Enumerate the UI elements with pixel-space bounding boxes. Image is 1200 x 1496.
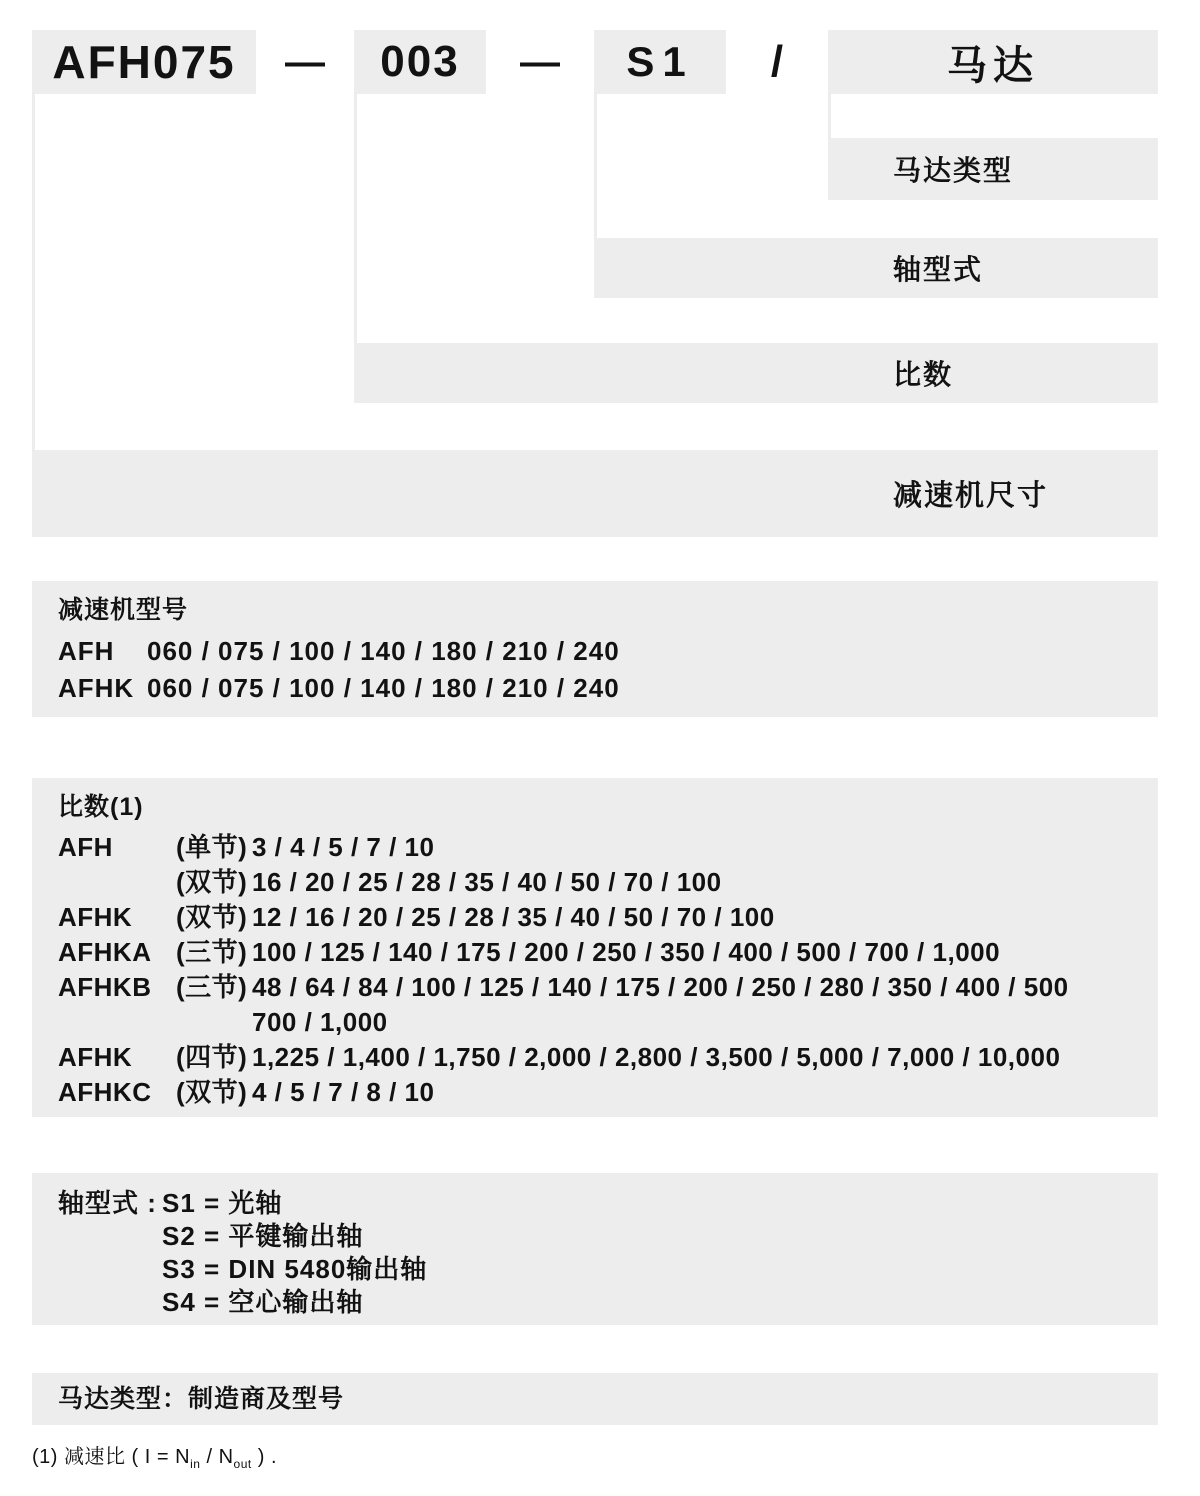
shaft-option: S2 = 平键输出轴 — [162, 1221, 364, 1251]
model-name: AFHK — [58, 902, 133, 932]
label-bar-motor-type — [828, 138, 1158, 200]
ratio-values: 16 / 20 / 25 / 28 / 35 / 40 / 50 / 70 / 100 — [252, 867, 722, 897]
table-row — [58, 1253, 1138, 1286]
footnote-subscript-in: in — [190, 1457, 201, 1471]
table-row — [58, 1286, 1138, 1319]
model-name: AFH — [58, 832, 113, 862]
connector-line-motor-type — [828, 94, 831, 138]
code-separator-dash-2: — — [520, 39, 560, 84]
stage-label: (单节) — [176, 832, 248, 862]
stage-label: (双节) — [176, 902, 248, 932]
label-bar-motor-type-text: 马达类型 — [893, 155, 1014, 186]
footnote — [32, 1440, 277, 1471]
shaft-option: S4 = 空心输出轴 — [162, 1287, 364, 1317]
label-bar-gearbox-size-text: 减速机尺寸 — [893, 480, 1049, 512]
stage-label: (双节) — [176, 1077, 248, 1107]
code-segment-gearbox-size: AFH075 — [32, 30, 256, 94]
ratio-values: 12 / 16 / 20 / 25 / 28 / 35 / 40 / 50 / 70 / 100 — [252, 902, 775, 932]
ratio-values: 4 / 5 / 7 / 8 / 10 — [252, 1077, 435, 1107]
table-row — [58, 970, 1138, 1040]
label-bar-gearbox-size — [32, 450, 1158, 537]
motor-type-block — [32, 1373, 1158, 1425]
table-row — [58, 670, 1138, 707]
model-name: AFHKB — [58, 972, 152, 1002]
model-name: AFHK — [58, 1042, 133, 1072]
model-sizes: 060 / 075 / 100 / 140 / 180 / 210 / 240 — [147, 673, 620, 703]
code-segment-ratio: 003 — [354, 30, 486, 94]
shaft-option: S1 = 光轴 — [162, 1188, 283, 1218]
label-bar-ratio — [354, 343, 1158, 403]
code-segment-shaft-type: S1 — [594, 30, 726, 94]
footnote-subscript-out: out — [233, 1457, 252, 1471]
connector-line-gearbox-size — [32, 94, 35, 450]
stage-label: (四节) — [176, 1042, 248, 1072]
table-row — [58, 1040, 1138, 1075]
shaft-option: S3 = DIN 5480输出轴 — [162, 1254, 428, 1284]
motor-type-block-title: 马达类型：制造商及型号 — [58, 1385, 345, 1413]
model-name: AFHKC — [58, 1077, 152, 1107]
ratio-values: 1,225 / 1,400 / 1,750 / 2,000 / 2,800 / 3,500 / 5,000 / 7,000 / 10,000 — [252, 1042, 1061, 1072]
footnote-text: (1) 减速比 ( I = N — [32, 1446, 191, 1468]
code-separator-dash-1: — — [285, 39, 325, 84]
shaft-type-block — [32, 1173, 1158, 1325]
ratio-values: 100 / 125 / 140 / 175 / 200 / 250 / 350 / 400 / 500 / 700 / 1,000 — [252, 937, 1001, 967]
code-separator-slash: / — [770, 37, 784, 86]
stage-label: (三节) — [176, 972, 248, 1002]
model-name: AFHK — [58, 673, 135, 703]
code-segment-motor: 马达 — [828, 30, 1158, 94]
footnote-text: / N — [200, 1446, 234, 1468]
label-bar-shaft-type-text: 轴型式 — [893, 254, 984, 285]
stage-label: (三节) — [176, 937, 248, 967]
table-row — [58, 830, 1138, 865]
gearbox-model-block — [32, 581, 1158, 717]
table-row — [58, 935, 1138, 970]
ratio-values: 3 / 4 / 5 / 7 / 10 — [252, 832, 435, 862]
ratio-block — [32, 778, 1158, 1117]
ratio-values: 48 / 64 / 84 / 100 / 125 / 140 / 175 / 200 / 250 / 280 / 350 / 400 / 500 — [252, 972, 1069, 1002]
footnote-text: ) . — [251, 1446, 278, 1468]
table-row — [58, 1187, 1138, 1220]
model-sizes: 060 / 075 / 100 / 140 / 180 / 210 / 240 — [147, 636, 620, 666]
connector-line-shaft-type — [594, 94, 597, 238]
label-bar-ratio-text: 比数 — [893, 359, 954, 390]
table-row — [58, 1220, 1138, 1253]
stage-label: (双节) — [176, 867, 248, 897]
model-name: AFHKA — [58, 937, 152, 967]
ratio-block-title: 比数(1) — [58, 793, 144, 821]
gearbox-model-block-title: 减速机型号 — [58, 596, 189, 624]
shaft-type-label: 轴型式 : — [58, 1188, 157, 1218]
model-name: AFH — [58, 636, 115, 666]
table-row — [58, 900, 1138, 935]
model-name — [58, 865, 176, 900]
label-bar-shaft-type — [594, 238, 1158, 298]
table-row — [58, 633, 1138, 670]
ratio-values-continued: 700 / 1,000 — [252, 1007, 388, 1037]
table-row — [58, 865, 1138, 900]
connector-line-ratio — [354, 94, 357, 343]
table-row — [58, 1075, 1138, 1110]
